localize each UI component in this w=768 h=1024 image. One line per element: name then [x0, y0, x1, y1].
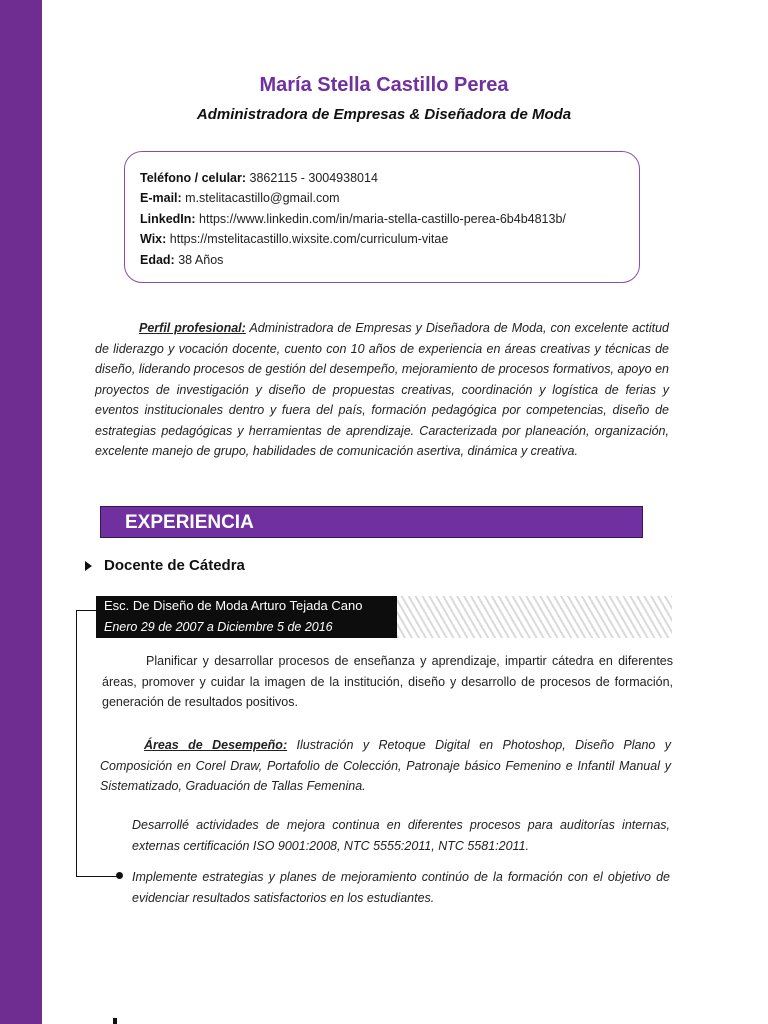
role-title: Docente de Cátedra: [104, 557, 245, 574]
areas-text: Ilustración y Retoque Digital en Photoshop, Diseño Plano y Composición en Corel Draw, Portafolio de Colección, Patronaje básico Femenino e Infantil Manual y Sistematizado, Graduación de Tallas Femenina.: [100, 738, 671, 793]
experience-section-title: EXPERIENCIA: [125, 512, 254, 533]
person-name: María Stella Castillo Perea: [259, 74, 509, 96]
job-description: [102, 651, 673, 713]
linkedin-label: LinkedIn:: [140, 212, 196, 226]
sidebar-accent: [0, 0, 42, 1024]
timeline-connector-top: [76, 610, 96, 611]
contact-email: [140, 191, 340, 205]
areas-paragraph: [100, 735, 671, 797]
wix-label: Wix:: [140, 232, 167, 246]
employment-dates: Enero 29 de 2007 a Diciembre 5 de 2016: [104, 620, 333, 634]
timeline-line: [76, 610, 77, 877]
professional-title: Administradora de Empresas & Diseñadora de Moda: [196, 106, 572, 123]
age-label: Edad:: [140, 253, 175, 267]
contact-age: [140, 253, 223, 267]
profile-text: Administradora de Empresas y Diseñadora de Moda, con excelente actitud de liderazgo y vocación docente, cuento con 10 años de experiencia en áreas creativas y técnicas de diseño, liderando procesos de gestión del desempeño, mejoramiento de procesos formativos, apoyo en proyectos de investigación y diseño de propuestas creativas, coordinación y logística de ferias y eventos institucionales dentro y fuera del país, formación pedagógica por competencias, diseño de estrategias pedagógicas y herramientas de aprendizaje. Caracterizada por planeación, organización, excelente manejo de grupo, habilidades de comunicación asertiva, dinámica y creativa.: [95, 321, 669, 458]
email-link[interactable]: m.stelitacastillo@gmail.com: [185, 191, 340, 205]
age-value: 38 Años: [178, 253, 224, 267]
achievement-item-1: Desarrollé actividades de mejora continua en diferentes procesos para auditorías internas, externas certificación ISO 9001:2008, NTC 5555:2011, NTC 5581:2011.: [132, 818, 670, 853]
areas-label: Áreas de Desempeño:: [144, 738, 288, 752]
contact-wix: [140, 232, 448, 246]
job-description-text: Planificar y desarrollar procesos de enseñanza y aprendizaje, impartir cátedra en diferentes áreas, promover y cuidar la imagen de la institución, diseño y desarrollo de procesos de formación, generación de resultados positivos.: [102, 654, 673, 709]
linkedin-link[interactable]: https://www.linkedin.com/in/maria-stella-castillo-perea-6b4b4813b/: [199, 212, 566, 226]
email-label: E-mail:: [140, 191, 182, 205]
timeline-dot-icon: [116, 872, 123, 879]
phone-value: 3862115 - 3004938014: [249, 171, 378, 185]
company-name: Esc. De Diseño de Moda Arturo Tejada Cano: [104, 598, 363, 613]
hatch-pattern: [397, 596, 672, 638]
wix-link[interactable]: https://mstelitacastillo.wixsite.com/curriculum-vitae: [169, 232, 449, 246]
profile-paragraph: [95, 318, 669, 462]
triangle-bullet-icon: [85, 561, 92, 571]
phone-label: Teléfono / celular:: [140, 171, 247, 185]
next-bullet-icon: [113, 1018, 117, 1024]
timeline-connector-bottom: [76, 876, 120, 877]
contact-linkedin: [140, 212, 566, 226]
achievement-item-2: Implemente estrategias y planes de mejoramiento continúo de la formación con el objetivo de evidenciar resultados satisfactorios en los estudiantes.: [132, 870, 670, 905]
contact-phone: [140, 171, 378, 185]
profile-label: Perfil profesional:: [139, 321, 246, 335]
